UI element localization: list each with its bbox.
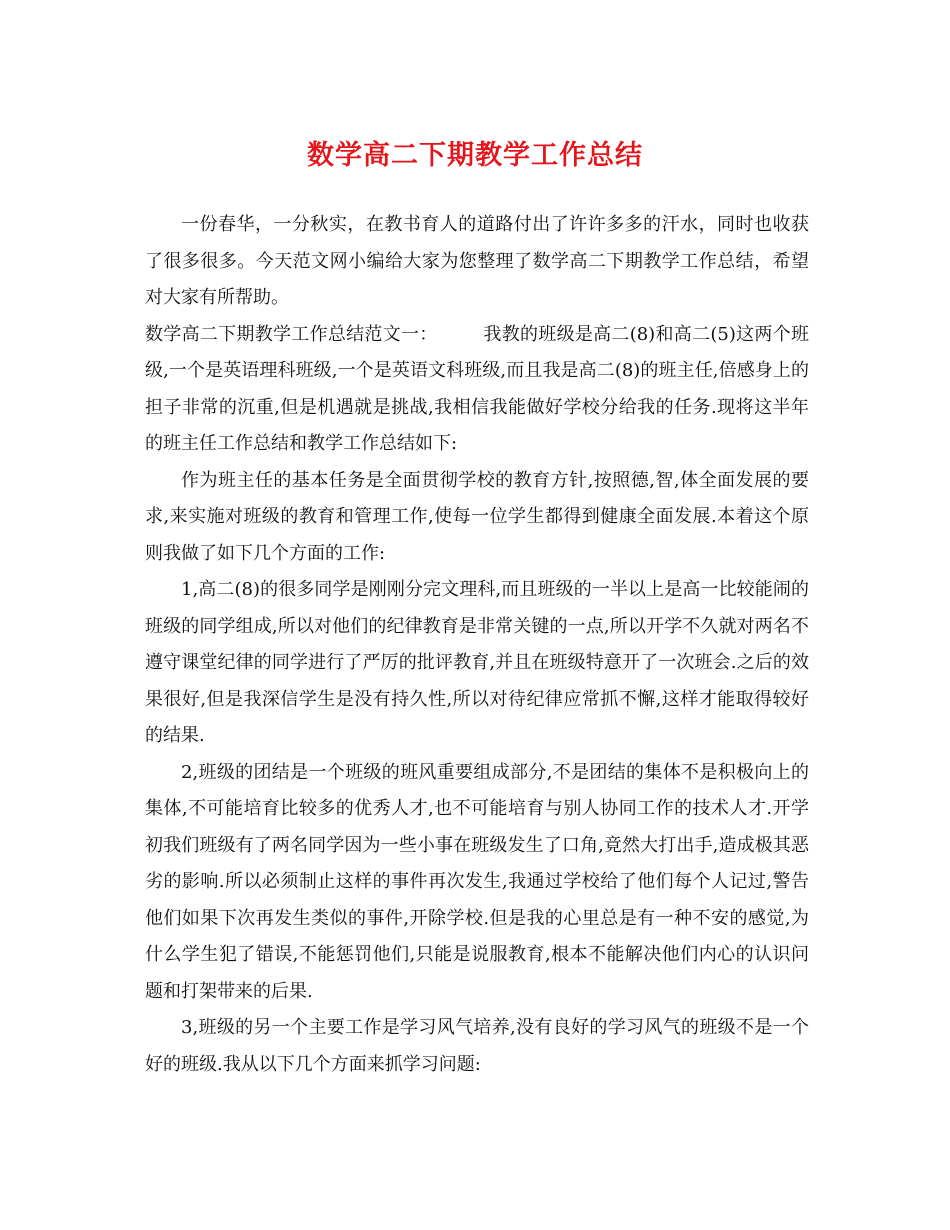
body-paragraph: 作为班主任的基本任务是全面贯彻学校的教育方针,按照德,智,体全面发展的要求,来实施对班级的教育和管理工作,使每一位学生都得到健康全面发展.本着这个原则我做了如下几个方面的工作: xyxy=(145,469,809,564)
list-paragraph-3: 3,班级的另一个主要工作是学习风气培养,没有良好的学习风气的班级不是一个好的班级.我从以下几个方面来抓学习问题: xyxy=(145,1017,809,1075)
intro-paragraph: 一份春华，一分秋实，在教书育人的道路付出了许许多多的汗水，同时也收获了很多很多。今天范文网小编给大家为您整理了数学高二下期教学工作总结，希望对大家有所帮助。 xyxy=(145,214,809,308)
sample-heading-paragraph: 数学高二下期教学工作总结范文一： 我教的班级是高二(8)和高二(5)这两个班级,一个是英语理科班级,一个是英语文科班级,而且我是高二(8)的班主任,倍感身上的担子非常的沉重,但是机遇就是挑战,我相信我能做好学校分给我的任务.现将这半年的班主任工作总结和教学工作总结如下: xyxy=(145,323,809,454)
document-body xyxy=(145,207,809,1083)
list-paragraph-1: 1,高二(8)的很多同学是刚刚分完文理科,而且班级的一半以上是高一比较能闹的班级的同学组成,所以对他们的纪律教育是非常关键的一点,所以开学不久就对两名不遵守课堂纪律的同学进行了严厉的批评教育,并且在班级特意开了一次班会.之后的效果很好,但是我深信学生是没有持久性,所以对待纪律应常抓不懈,这样才能取得较好的结果. xyxy=(145,579,809,746)
list-paragraph-2: 2,班级的团结是一个班级的班风重要组成部分,不是团结的集体不是积极向上的集体,不可能培育比较多的优秀人才,也不可能培育与别人协同工作的技术人才.开学初我们班级有了两名同学因为一些小事在班级发生了口角,竟然大打出手,造成极其恶劣的影响.所以必须制止这样的事件再次发生,我通过学校给了他们每个人记过,警告他们如果下次再发生类似的事件,开除学校.但是我的心里总是有一种不安的感觉,为什么学生犯了错误,不能惩罚他们,只能是说服教育,根本不能解决他们内心的认识问题和打架带来的后果. xyxy=(145,761,809,1002)
document-title: 数学高二下期教学工作总结 xyxy=(307,140,643,171)
